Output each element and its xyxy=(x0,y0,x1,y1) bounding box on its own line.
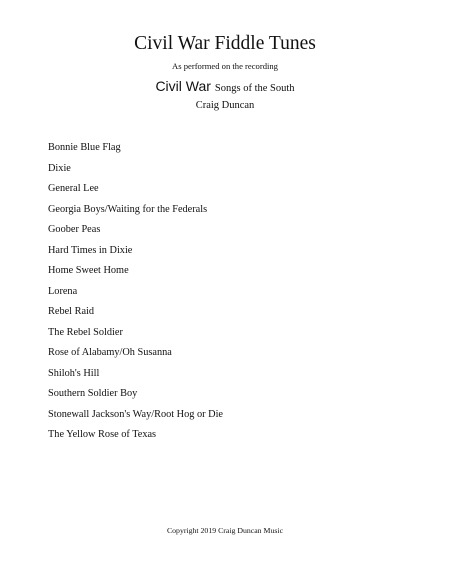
copyright-notice: Copyright 2019 Craig Duncan Music xyxy=(166,526,284,535)
document-title: Civil War Fiddle Tunes xyxy=(134,33,316,54)
album-title-rest: Songs of the South xyxy=(214,83,295,94)
tune-item: Dixie xyxy=(48,162,71,174)
tune-item: Southern Soldier Boy xyxy=(48,388,138,399)
tune-item: The Rebel Soldier xyxy=(48,326,123,338)
tune-item: Goober Peas xyxy=(48,224,101,235)
tune-item: Shiloh's Hill xyxy=(48,367,100,379)
album-title xyxy=(0,77,450,98)
artist-name: Craig Duncan xyxy=(195,100,255,111)
tune-item: The Yellow Rose of Texas xyxy=(48,429,157,440)
tune-item: General Lee xyxy=(48,183,99,194)
tune-list xyxy=(48,141,223,449)
tune-item: Stonewall Jackson's Way/Root Hog or Die xyxy=(48,408,224,420)
tune-item: Rebel Raid xyxy=(48,306,95,317)
document-subtitle: As performed on the recording xyxy=(172,61,278,71)
tune-item: Georgia Boys/Waiting for the Federals xyxy=(48,203,208,215)
tune-item: Lorena xyxy=(48,285,78,297)
tune-item: Bonnie Blue Flag xyxy=(48,142,121,153)
tune-item: Hard Times in Dixie xyxy=(48,244,133,256)
tune-item: Home Sweet Home xyxy=(48,265,129,276)
album-title-main: Civil War xyxy=(155,78,211,94)
tune-item: Rose of Alabamy/Oh Susanna xyxy=(48,347,172,358)
